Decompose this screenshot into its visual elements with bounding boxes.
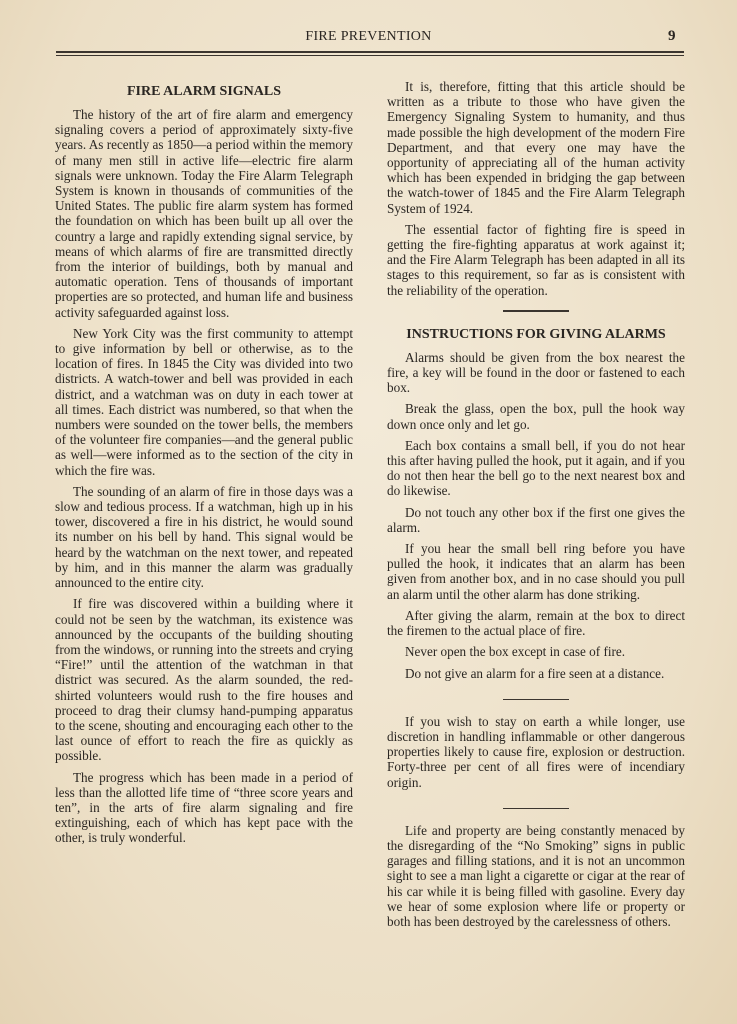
section-divider — [503, 310, 569, 312]
article-paragraph: New York City was the first community to attempt to give information by bell or otherwise, as to the location of fires. In 1845 the City was divided into two districts. A watch-tower and bell was provided in each district, and a watchman was on duty in each tower at all times. Each district was numbered, so that when the numbers were sounded on the tower bells, the members of the volunteer fire companies—and the general public as well—were informed as to the section of the city in which the fire was. — [55, 325, 353, 478]
article-paragraph: The history of the art of fire alarm and emergency signaling covers a period of approximately sixty-five years. As recently as 1850—a period within the memory of many men still in active life—electric fire alarm signals were unknown. Today the Fire Alarm Telegraph System is known in thousands of communities of the United States. The public fire alarm system has formed the foundation on which has been built up all over the country a large and rapidly extending signal service, by means of which alarms of fire are transmitted directly from the interior of buildings, both by manual and automatic operation. Tens of thousands of important properties are so protected, and human life and business activity safeguarded against loss. — [55, 107, 353, 320]
instructions-heading: INSTRUCTIONS FOR GIVING ALARMS — [406, 326, 666, 342]
article-paragraph: It is, therefore, fitting that this article should be written as a tribute to those who have given the Emergency Signaling System to humanity, and thus made possible the high development of the modern Fire Department, and that every one may have the opportunity of appreciating all of the human activity which has been expended in bridging the gap between the watch-tower of 1845 and the Fire Alarm Telegraph System of 1924. — [387, 79, 685, 216]
header-rule — [56, 51, 684, 56]
page-number: 9 — [668, 28, 676, 44]
running-header-title: FIRE PREVENTION — [305, 29, 432, 44]
left-column — [55, 79, 353, 852]
notice-paragraph: Life and property are being constantly menaced by the disregarding of the “No Smoking” signs in public garages and filling stations, and it is not an uncommon sight to see a man light a cigarette or cigar at the rear of his car while it is being filled with gasoline. Every day we hear of some explosion where life or property or both has been destroyed by the carelessness of others. — [387, 822, 685, 929]
section-divider — [503, 808, 569, 809]
instruction-item: Break the glass, open the box, pull the hook way down once only and let go. — [387, 401, 685, 432]
instruction-item: After giving the alarm, remain at the box to direct the firemen to the actual place of fire. — [387, 607, 685, 639]
instruction-item: If you hear the small bell ring before you have pulled the hook, it indicates that an alarm has been given from another box, and in no case should you pull an alarm until the other alarm has done striking. — [387, 541, 685, 602]
instruction-item: Do not give an alarm for a fire seen at a distance. — [405, 665, 665, 681]
article-paragraph: The essential factor of fighting fire is speed in getting the fire-fighting apparatus at work against it; and the Fire Alarm Telegraph has been adapted in all its stages to this requirement, so far as is consistent with the reliability of the operation. — [387, 221, 685, 298]
notice-paragraph: If you wish to stay on earth a while longer, use discretion in handling inflammable or other dangerous properties likely to cause fire, explosion or destruction. Forty-three per cent of all fires were of incendiary origin. — [387, 713, 685, 790]
right-column — [387, 79, 685, 935]
article-paragraph: The progress which has been made in a period of less than the allotted life time of “three score years and ten”, in the arts of fire alarm signaling and fire extinguishing, each of which has kept pace with the other, is truly wonderful. — [55, 769, 353, 846]
article-paragraph: If fire was discovered within a building where it could not be seen by the watchman, its existence was announced by the occupants of the building shouting from the windows, or running into the streets and crying “Fire!” until the attention of the watchman in that district was secured. As the alarm sounded, the red-shirted volunteers would rush to the fire houses and proceed to drag their clumsy hand-pumping apparatus to the scene, shouting and encouraging each other to the last ounce of effort to reach the fire as quickly as possible. — [55, 596, 353, 764]
instruction-item: Never open the box except in case of fire. — [405, 644, 626, 660]
instruction-item: Do not touch any other box if the first one gives the alarm. — [387, 504, 685, 535]
section-divider — [503, 699, 569, 700]
article-heading: FIRE ALARM SIGNALS — [126, 84, 282, 99]
instruction-item: Each box contains a small bell, if you do not hear this after having pulled the hook, put it again, and if you do not then hear the bell go to the next nearest box and do likewise. — [387, 437, 685, 499]
instruction-item: Alarms should be given from the box nearest the fire, a key will be found in the door or fastened to each box. — [387, 349, 685, 396]
article-paragraph: The sounding of an alarm of fire in those days was a slow and tedious process. If a watchman, high up in his tower, discovered a fire in his district, he would sound its number on his bell by hand. This signal would be heard by the watchman on the next tower, and repeated by him, and in this manner the alarm was gradually announced to the entire city. — [55, 483, 353, 591]
